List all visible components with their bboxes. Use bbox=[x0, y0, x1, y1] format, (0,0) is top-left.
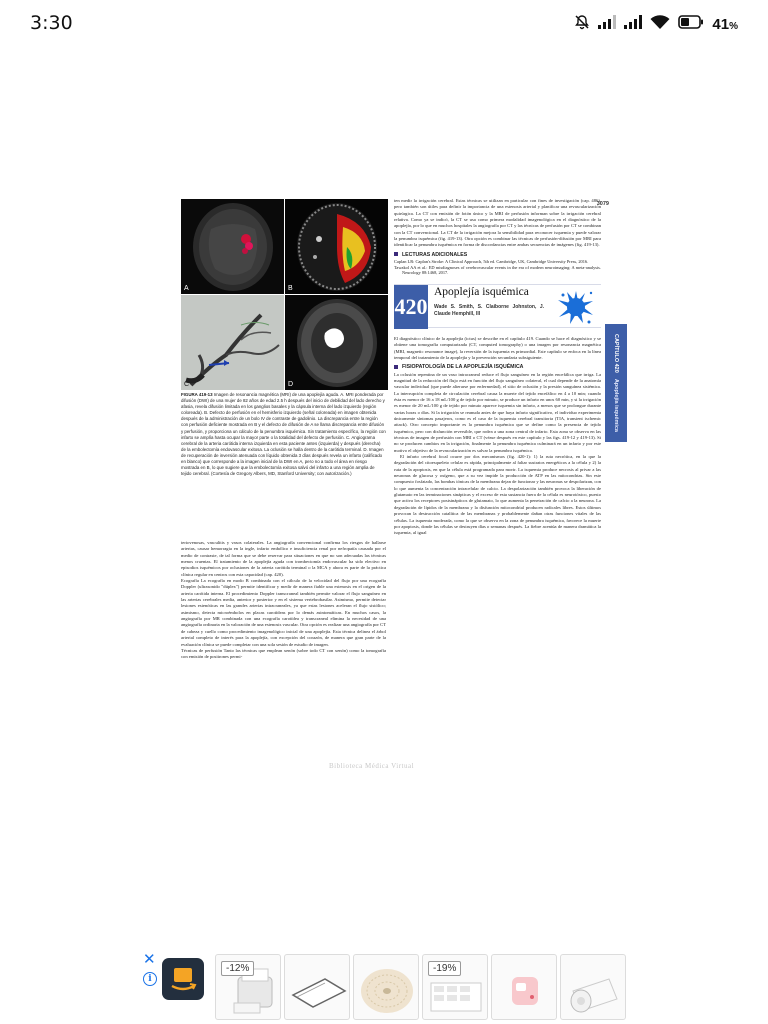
reference-item: Caplan LR: Caplan's Stroke: A Clinical Approach, 5th ed. Cambridge, UK, Cambridge University Press, 2016. bbox=[394, 259, 589, 265]
amazon-logo-icon[interactable] bbox=[162, 958, 204, 1000]
figure-caption bbox=[181, 392, 386, 477]
paragraph-ecografia: Ecografía La ecografía en modo B combinada con el cálculo de la velocidad del flujo por una ecografía Doppler (ultrasonido "dúplex") permite identificar y medir de manera fiable una estenosis en el origen de la arteria carótida interna. El procedimiento Doppler transcraneal también permite valorar el flujo sanguíneo en las arterias cerebrales media, anterior y posterior y en el sistema vertebrobasilar. Asimismo, permite detectar lesiones estenóticas en las grandes arterias intracraneales, ya que estas lesiones aceleran el flujo sistólico; asimismo, detecta microémbolos en placas carotídeas por lo demás asintomáticas. En muchos casos, la angiografía por MR combinada con una ecografía carotídea y transcraneal elimina la necesidad de una angiografía ordinaria en la valoración de una estenosis vascular. Otra opción es realizar una angiografía por CT de cabeza y cuello como procedimiento imagenológico inicial de una apoplejía. Esta técnica delinea el árbol arterial completo de interés para la apoplejía, con excepción del corazón, de manera que gran parte de la evaluación clínica se puede completar con una sola sesión de estudio de imagen. bbox=[181, 578, 386, 647]
ad-product-labels[interactable] bbox=[422, 954, 488, 1020]
paragraph-perfusion: Técnicas de perfusión Tanto las técnicas que emplean xenón (sobre todo CT con xenón) como la tomografía con emisión de positrones permi- bbox=[181, 647, 386, 660]
figure-panel-a bbox=[181, 199, 284, 294]
caption-label: FIGURA 419-13 bbox=[181, 392, 213, 397]
wifi-icon bbox=[650, 15, 670, 34]
physio-heading-text: FISIOPATOLOGÍA DE LA APOPLEJÍA ISQUÉMICA bbox=[402, 364, 524, 371]
side-tab-chapter: CAPÍTULO 420 bbox=[613, 333, 619, 373]
ad-product-printer[interactable] bbox=[215, 954, 281, 1020]
chapter-banner bbox=[394, 284, 601, 328]
battery-level bbox=[712, 16, 738, 33]
chapter-number: 420 bbox=[394, 285, 428, 329]
readings-heading-text: LECTURAS ADICIONALES bbox=[402, 251, 468, 258]
panel-letter-c: C bbox=[184, 381, 190, 388]
ad-product-thermal-roll[interactable] bbox=[353, 954, 419, 1020]
status-icons bbox=[574, 14, 738, 34]
status-bar bbox=[0, 0, 768, 48]
reference-item: Tawakol AA et al.: ED misdiagnoses of cerebrovascular events in the era of modern neuroimaging: A meta-analysis. Neurology 88:1468, 2017. bbox=[394, 264, 601, 276]
mute-icon bbox=[574, 14, 590, 34]
figure-panel-d bbox=[285, 295, 388, 390]
pink-printer-icon bbox=[492, 955, 557, 1020]
ad-product-paper-roll[interactable] bbox=[560, 954, 626, 1020]
panel-letter-d: D bbox=[288, 381, 294, 388]
paper-roll-icon bbox=[561, 955, 626, 1020]
figure-panel-b bbox=[285, 199, 388, 294]
chapter-title: Apoplejía isquémica bbox=[434, 285, 529, 298]
figure-419-13 bbox=[181, 199, 388, 389]
battery-icon bbox=[678, 15, 704, 33]
ad-product-label-sheet[interactable] bbox=[284, 954, 350, 1020]
watermark: Biblioteca Médica Virtual bbox=[329, 762, 415, 770]
figure-panel-c bbox=[181, 295, 284, 390]
panel-letter-b: B bbox=[288, 285, 293, 292]
page-number: 3079 bbox=[596, 201, 609, 207]
signal-icon bbox=[598, 15, 616, 33]
paragraph: El diagnóstico clínico de la apoplejía (ictus) se describe en el capítulo 419. Cuando se hace el diagnóstico y se obtiene una tomografía computarizada (CT, computed tomography) o una imagen por resonancia magnética (MRI, magnetic resonance image), la reversión de la isquemia es primordial. Este capítulo se enfoca en la línea temporal del tratamiento de la apoplejía y la prevención secundaria subsiguiente. bbox=[394, 335, 601, 360]
panel-letter-a: A bbox=[184, 285, 189, 292]
paragraph: teriovenosas, vasculitis y vasos colaterales. La angiografía convencional confirma los riesgos de hallarse arterias, causar hemorragia en la ingle, infarto embólico e insuficiencia renal por nefropatía causada por el medio de contraste, de tal forma que se debe reservar para situaciones en que no son adecuadas las técnicas menos cruentas. El tratamiento de la apoplejía aguda con trombectomía endovascular ha sido electivo en episodios isquémicos por oclusiones de la arteria carótida terminal o la MCA y ahora es parte de la práctica clínica regular en centros con esta capacidad (cap. 420). bbox=[181, 540, 386, 577]
battery-unit: % bbox=[729, 20, 738, 32]
discount-badge: -19% bbox=[428, 961, 461, 976]
readings-heading bbox=[394, 252, 601, 258]
side-tab-topic: Apoplejía isquémica bbox=[613, 378, 619, 432]
ad-product-pink-printer[interactable] bbox=[491, 954, 557, 1020]
paragraph: ten medir la irrigación cerebral. Estas técnicas se utilizan en particular con fines de investigación (cap. 486), pero también son útiles para definir la importancia de una estenosis arterial y planificar una revascularización quirúrgica. La CT con emisión de fotón único y la MRI de perfusión informan sobre la irrigación cerebral relativa. Como ya se indicó, la CT se usa como primera modalidad imagenológica en el diagnóstico de la apoplejía, por lo que en muchos hospitales la angiografía por CT y las técnicas de perfusión por CT se combinan con la CT convencional. La CT de la irrigación mejora la sensibilidad para reconocer isquemia y puede valorar la penumbra isquémica (fig. 419-13). Otra opción es combinar las técnicas de perfusión-difusión por MRI para identificar la penumbra isquémica en forma de discordancias entre ambas secuencias de imágenes (fig. 419-13). bbox=[394, 198, 602, 248]
paragraph: El infarto cerebral focal ocurre por dos mecanismos (fig. 420-1): 1) la ruta necrótica, en la que la degradación del citoesqueleto celular es rápida, principalmente al faltar sustratos energéticos a la célula y 2) la ruta de la apoptosis, en que la célula está programada para morir. La isquemia produce necrosis al privar a las neuronas de glucosa y oxígeno, que a su vez impide la producción de ATP en las mitocondrias. Sin este compuesto fosfatado, las bombas iónicas de la membrana dejan de funcionar y las neuronas se despolarizan, con lo que aumenta la concentración intracelular de calcio. La despolarización también provoca la liberación de glutamato en las terminaciones sinápticas y el exceso de esta sustancia fuera de la célula es neurotóxico, puesto que activa los receptores postsinápticos de glutamato, lo que aumenta la penetración de calcio a la neurona. La degradación de lípidos de la membrana y la disfunción mitocondrial producen radicales libres. Estos últimos provocan la destrucción catalítica de las membranas y probablemente dañan otras funciones vitales de las células. La isquemia moderada, como la que se observa en la zona de penumbra isquémica, favorece la muerte por apoptosis, donde las células se destruyen días o semanas después. La fiebre acentúa de manera dramática la isquemia, al igual bbox=[394, 454, 601, 536]
status-time: 3:30 bbox=[30, 12, 73, 34]
caption-text: Imagen de resonancia magnética (MRI) de una apoplejía aguda. A. MRI ponderada por difusión (DWI) de una mujer de 82 años de edad 2.5 h después del inicio de debilidad del lado derecho y afasia, revela difusión limitada en los ganglios basales y la cápsula interna del lado izquierdo (región coloreada). B. Defecto de perfusión en el hemisferio izquierdo (señal coloreada) en imagen obtenida después de la administración de un bolo IV de contraste de gadolinio. La discrepancia entre la región con perfusión deficiente mostrada en B y el defecto de difusión de A se llama discrepancia entre difusión y perfusión, y proporciona un cálculo de la penumbra isquémica. Sin tratamiento específico, la región con infarto se amplía hasta ocupar la mayor parte o la totalidad del defecto de perfusión. C. Angiograma cerebral de la arteria carótida interna izquierda en esta paciente antes (izquierda) y después (derecha) de la embolectomía endovascular exitosa. La oclusión se halla dentro de la carótida terminal. D. Imagen de recuperación de inversión atenuada con líquido obtenida 3 días después revela un infarto (calificado en blanco) que corresponde a la imagen inicial de la DWI en A, pero no a todo el área en riesgo mostrada en B, lo que sugiere que la embolectomía exitosa salvó del infarto a una región amplia de tejido cerebral. (Cortesía de Gregory Albers, MD, Stanford University; con autorización.) bbox=[181, 392, 386, 477]
chapter-side-tab bbox=[605, 324, 627, 442]
ad-bar bbox=[0, 950, 768, 1024]
battery-value: 41 bbox=[712, 15, 730, 33]
info-icon[interactable]: i bbox=[143, 972, 157, 986]
side-tab-label bbox=[605, 324, 627, 442]
physio-heading bbox=[394, 364, 601, 370]
paragraph: La oclusión repentina de un vaso intracraneal reduce el flujo sanguíneo en la región encefálica que irriga. La magnitud de la reducción del flujo está en función del flujo sanguíneo colateral, el cual depende de la anatomía vascular individual (que puede alterarse por enfermedad), el sitio de oclusión y la presión sanguínea sistémica. La interrupción completa de circulación cerebral causa la muerte del tejido encefálico en 4 a 10 min; cuando ésta es menor de 16 a 18 mL/100 g de tejido por minuto, se produce un infarto en unos 60 min, y si la irrigación es menor de 20 mL/100 g de tejido por minuto aparece isquemia sin infarto, a menos que se prolongue durante varias horas o días. Si la irrigación se reanuda antes de que haya infarto significativo, el individuo experimenta únicamente síntomas pasajeros, como es el caso de la isquemia cerebral transitoria (TIA, transient ischemic attack). Otro concepto importante es la penumbra isquémica que se define como la presencia de tejido isquémico, pero con disfunción reversible, que rodea a una zona central de infarto. Esta zona se observa en las técnicas de imagen de perfusión con MRI o CT (véase después en este capítulo y las figs. 419-12 y 419-13). Si no se producen cambios en la irrigación, finalmente la penumbra isquémica culminará en un infarto y por este motivo el objetivo de la revascularización es salvar la penumbra isquémica. bbox=[394, 371, 601, 453]
ink-splash-icon bbox=[555, 287, 597, 327]
document-page bbox=[181, 196, 619, 776]
left-column bbox=[181, 540, 386, 661]
label-sheet-icon bbox=[285, 955, 350, 1020]
discount-badge: -12% bbox=[221, 961, 254, 976]
chapter-authors: Wade S. Smith, S. Claiborne Johnston, J. Claude Hemphill, III bbox=[434, 303, 544, 317]
close-icon[interactable]: ✕ bbox=[143, 951, 156, 968]
signal-icon-2 bbox=[624, 15, 642, 33]
thermal-roll-icon bbox=[354, 955, 419, 1020]
right-column bbox=[394, 198, 609, 537]
